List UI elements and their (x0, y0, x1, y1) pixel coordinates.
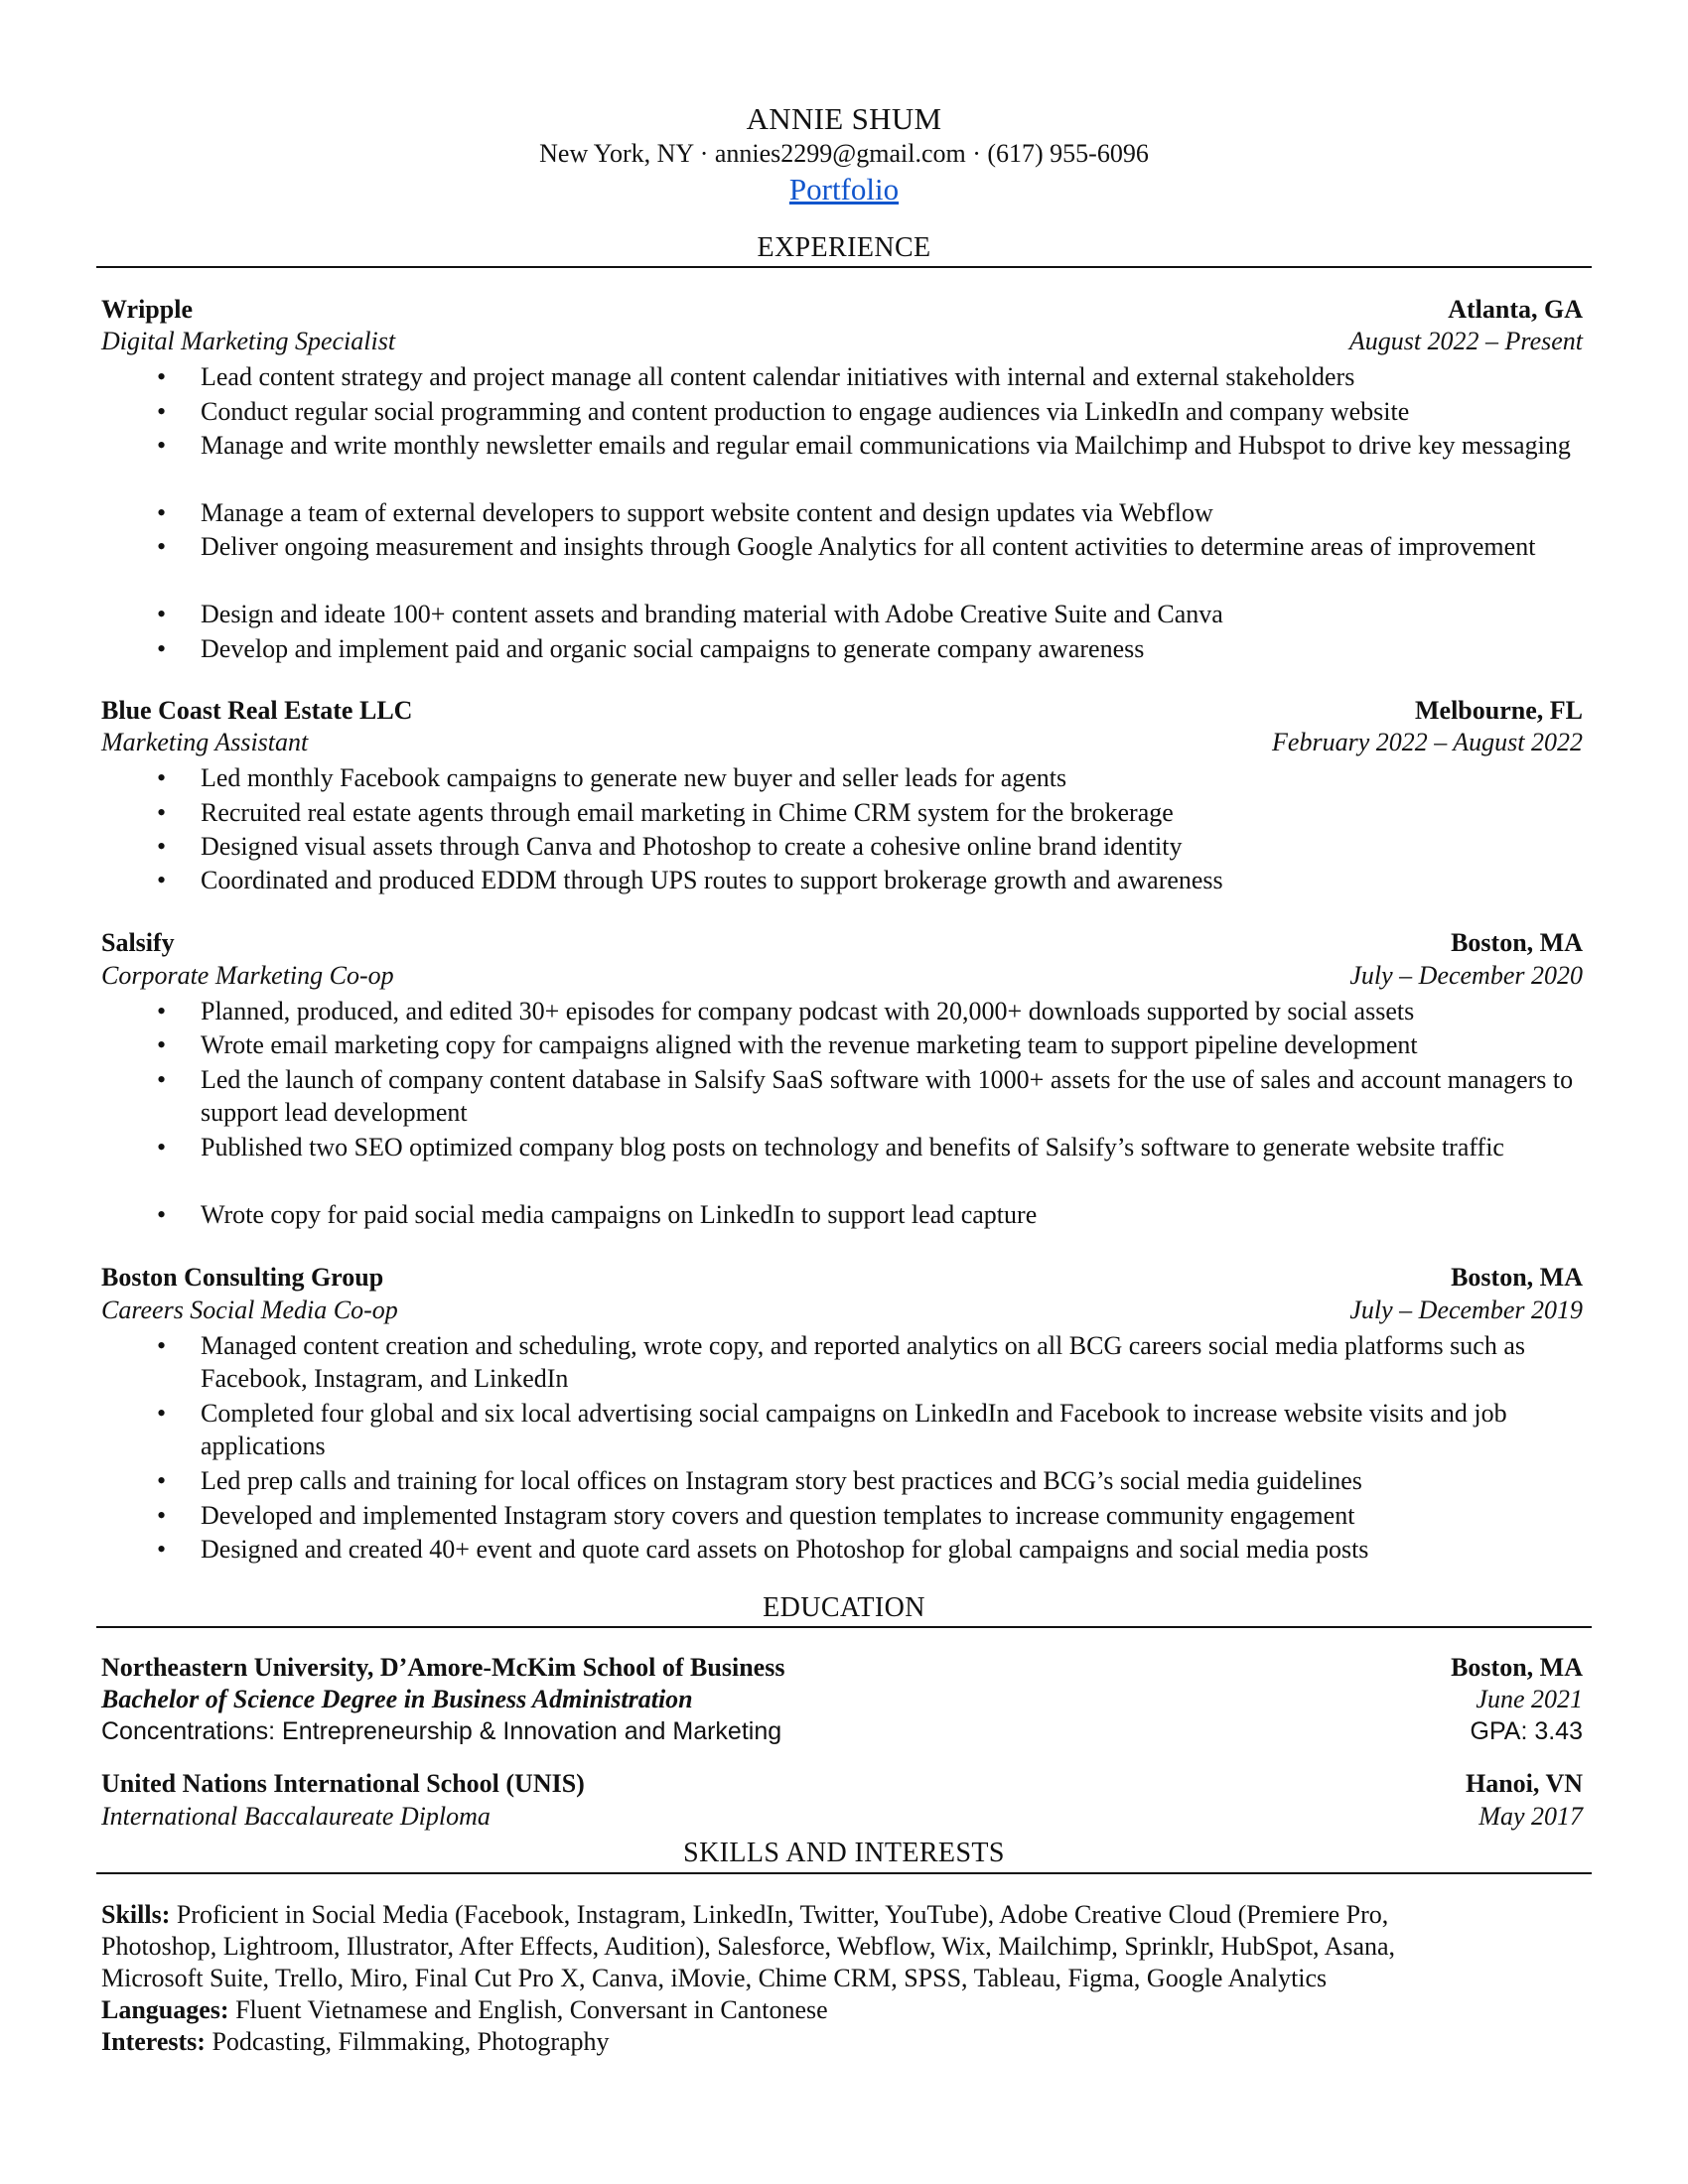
bullet-dot: • (157, 1331, 167, 1360)
bullet-dot: • (157, 362, 167, 391)
experience-divider (96, 266, 1592, 268)
portfolio-link[interactable]: Portfolio (788, 172, 900, 206)
job-location: Atlanta, GA (1448, 295, 1583, 324)
bullet-text: Wrote email marketing copy for campaigns aligned with the revenue marketing team to support pipeline development (201, 1030, 1418, 1059)
job-dates: August 2022 – Present (1348, 327, 1583, 355)
skills-divider (96, 1872, 1592, 1874)
job-title: Digital Marketing Specialist (101, 327, 396, 355)
candidate-name: ANNIE SHUM (746, 101, 942, 136)
bullet-dot: • (157, 634, 167, 663)
education-heading: EDUCATION (763, 1592, 925, 1623)
degree-name: Bachelor of Science Degree in Business Administration (101, 1685, 693, 1713)
bullet-dot: • (157, 397, 167, 426)
bullet-text: Led monthly Facebook campaigns to generate new buyer and seller leads for agents (201, 763, 1067, 792)
degree-name: International Baccalaureate Diploma (101, 1802, 491, 1831)
bullet-text: Published two SEO optimized company blog posts on technology and benefits of Salsify’s software to generate website traffic (201, 1133, 1504, 1161)
job-dates: July – December 2019 (1349, 1296, 1583, 1324)
skills-label: Skills: (101, 1900, 171, 1929)
languages-line (101, 1994, 1591, 2026)
interests-label: Interests: (101, 2027, 206, 2056)
bullet-text: Designed visual assets through Canva and Photoshop to create a cohesive online brand identity (201, 832, 1183, 861)
skills-text: Microsoft Suite, Trello, Miro, Final Cut Pro X, Canva, iMovie, Chime CRM, SPSS, Tableau, Figma, Google Analytics (101, 1964, 1328, 1992)
graduation-date: June 2021 (1476, 1685, 1583, 1713)
bullet-text: Designed and created 40+ event and quote card assets on Photoshop for global campaigns and social media posts (201, 1535, 1369, 1564)
bullet-dot: • (157, 997, 167, 1025)
bullet-dot: • (157, 1065, 167, 1094)
skills-line (101, 1899, 1591, 1931)
bullet-dot: • (157, 1399, 167, 1428)
skills-text: Photoshop, Lightroom, Illustrator, After Effects, Audition), Salesforce, Webflow, Wix, Mailchimp, Sprinklr, HubSpot, Asana, (101, 1932, 1396, 1961)
skills-line (101, 1931, 1591, 1963)
skills-heading: SKILLS AND INTERESTS (683, 1838, 1005, 1868)
languages-label: Languages: (101, 1995, 229, 2024)
portfolio-row (0, 172, 1688, 207)
bullet-dot: • (157, 832, 167, 861)
bullet-dot: • (157, 1030, 167, 1059)
bullet-text: Led the launch of company content database in Salsify SaaS software with 1000+ assets for the use of sales and account managers to support lead development (201, 1065, 1574, 1127)
bullet-dot: • (157, 1200, 167, 1229)
school-location: Boston, MA (1451, 1653, 1583, 1682)
skills-text: Proficient in Social Media (Facebook, Instagram, LinkedIn, Twitter, YouTube), Adobe Creative Cloud (Premiere Pro, (170, 1900, 1389, 1929)
job-title: Marketing Assistant (101, 728, 309, 756)
company-name: Wripple (101, 295, 193, 324)
school-location: Hanoi, VN (1466, 1769, 1583, 1798)
bullet-dot: • (157, 763, 167, 792)
job-title: Corporate Marketing Co-op (101, 961, 394, 990)
gpa: GPA: 3.43 (1470, 1717, 1583, 1745)
bullet-dot: • (157, 866, 167, 894)
company-name: Boston Consulting Group (101, 1263, 384, 1292)
bullet-dot: • (157, 1501, 167, 1530)
job-location: Boston, MA (1451, 928, 1583, 957)
bullet-text: Led prep calls and training for local offices on Instagram story best practices and BCG’s social media guidelines (201, 1466, 1362, 1495)
bullet-text: Develop and implement paid and organic social campaigns to generate company awareness (201, 634, 1145, 663)
interests-text: Podcasting, Filmmaking, Photography (205, 2027, 610, 2056)
bullet-text: Coordinated and produced EDDM through UPS routes to support brokerage growth and awareness (201, 866, 1223, 894)
bullet-text: Managed content creation and scheduling, wrote copy, and reported analytics on all BCG careers social media platforms such as Facebook, Instagram, and LinkedIn (201, 1331, 1525, 1393)
bullet-text: Planned, produced, and edited 30+ episodes for company podcast with 20,000+ downloads supported by social assets (201, 997, 1415, 1025)
bullet-text: Recruited real estate agents through email marketing in Chime CRM system for the brokerage (201, 798, 1174, 827)
experience-heading: EXPERIENCE (757, 232, 931, 263)
job-location: Boston, MA (1451, 1263, 1583, 1292)
bullet-dot: • (157, 1535, 167, 1564)
graduation-date: May 2017 (1478, 1802, 1583, 1831)
bullet-text: Conduct regular social programming and content production to engage audiences via LinkedIn and company website (201, 397, 1410, 426)
job-location: Melbourne, FL (1415, 696, 1583, 725)
bullet-text: Developed and implemented Instagram story covers and question templates to increase community engagement (201, 1501, 1355, 1530)
bullet-text: Design and ideate 100+ content assets and branding material with Adobe Creative Suite and Canva (201, 600, 1223, 628)
languages-text: Fluent Vietnamese and English, Conversant in Cantonese (228, 1995, 828, 2024)
bullet-dot: • (157, 600, 167, 628)
bullet-text: Deliver ongoing measurement and insights through Google Analytics for all content activities to determine areas of improvement (201, 532, 1536, 561)
bullet-dot: • (157, 1133, 167, 1161)
bullet-text: Wrote copy for paid social media campaigns on LinkedIn to support lead capture (201, 1200, 1038, 1229)
job-title: Careers Social Media Co-op (101, 1296, 398, 1324)
school-name: United Nations International School (UNIS) (101, 1769, 585, 1798)
concentrations: Concentrations: Entrepreneurship & Innovation and Marketing (101, 1717, 782, 1745)
job-dates: July – December 2020 (1349, 961, 1583, 990)
bullet-text: Manage and write monthly newsletter emails and regular email communications via Mailchimp and Hubspot to drive key messaging (201, 431, 1571, 460)
interests-line (101, 2026, 1591, 2058)
education-divider (96, 1626, 1592, 1628)
skills-line (101, 1963, 1591, 1994)
contact-line: New York, NY · annies2299@gmail.com · (617) 955-6096 (539, 139, 1149, 168)
bullet-text: Manage a team of external developers to support website content and design updates via Webflow (201, 498, 1213, 527)
job-dates: February 2022 – August 2022 (1272, 728, 1583, 756)
bullet-dot: • (157, 1466, 167, 1495)
company-name: Salsify (101, 928, 175, 957)
school-name: Northeastern University, D’Amore-McKim School of Business (101, 1653, 785, 1682)
bullet-dot: • (157, 431, 167, 460)
bullet-dot: • (157, 498, 167, 527)
bullet-text: Lead content strategy and project manage all content calendar initiatives with internal and external stakeholders (201, 362, 1355, 391)
company-name: Blue Coast Real Estate LLC (101, 696, 413, 725)
bullet-dot: • (157, 532, 167, 561)
bullet-dot: • (157, 798, 167, 827)
bullet-text: Completed four global and six local advertising social campaigns on LinkedIn and Facebook to increase website visits and job applications (201, 1399, 1507, 1460)
